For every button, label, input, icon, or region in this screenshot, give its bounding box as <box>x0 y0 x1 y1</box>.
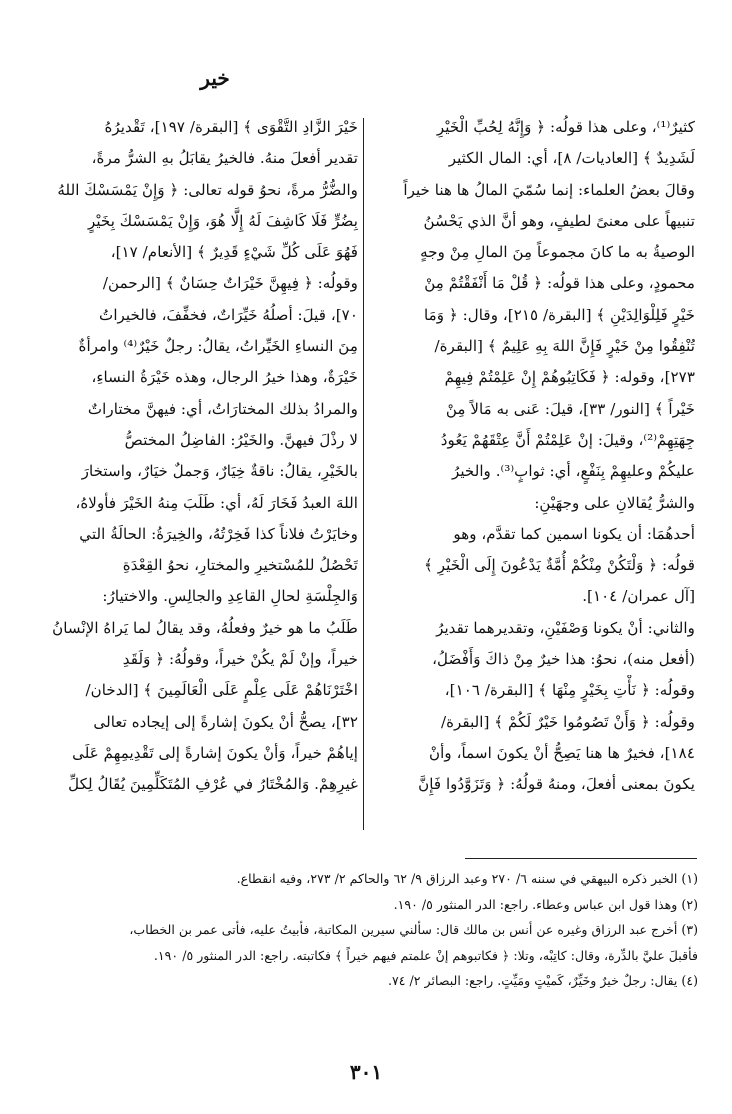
text-line: وقالَ بعضُ العلماء: إنما سُمّيَ المالُ ها هنا خيراً <box>403 180 695 199</box>
text-line: وقولُه: ﴿ فِيهِنَّ خَيْرَاتٌ حِسَانٌ ﴾ [الرحمن/ <box>102 274 358 293</box>
text-line: يكونَ بمعنى أفعلَ، ومنهُ قولُهُ: ﴿ وَتَزَوَّدُوا فَإِنَّ <box>418 775 695 794</box>
text-line: خَيْرٍ فَلِلْوَالِدَيْنِ ﴾ [البقرة/ ٢١٥]، وقال: ﴿ وَمَا <box>424 305 695 324</box>
text-line: طَلَبُ ما هو خيرٌ وفعلُهُ، وقد يقالُ لما يَراهُ الإنْسانُ <box>52 618 358 637</box>
page-number: ٣٠١ <box>349 1060 383 1084</box>
text-line: خَيْرَةٌ، وهذا خيرُ الرجال، وهذه خَيْرَةُ النساءِ، <box>91 368 358 387</box>
text-line: ١٨٤]، فخيرٌ ها هنا يَصِحُّ أنْ يكونَ اسماً، وأنْ <box>429 743 695 762</box>
text-line: أحدهُمَا: أن يكونا اسمين كما تقدَّم، وهو <box>453 524 695 543</box>
text-line: مِنَ النساءِ الخَيِّراتُ، يقالُ: رجلٌ خَيْرٌ⁽⁴⁾ وامرأةٌ <box>78 337 358 356</box>
text-line: (أفعل منه)، نحوُ: هذا خيرٌ مِنْ ذاكَ وَأَفْضَلُ، <box>432 650 695 669</box>
text-line: ٣٢]، يصحُّ أنْ يكونَ إشارةً إلى إيجاده تعالى <box>93 712 358 731</box>
text-line: وَالجِلْسَةِ لحالِ القاعِدِ والجالِسِ. والاختيارُ: <box>102 587 358 606</box>
text-line: ٧٠]، قيلَ: أصلُهُ خَيِّرَاتٌ، فخفِّفَ، فالخيراتُ <box>99 305 358 324</box>
text-line: [آل عمران/ ١٠٤]. <box>582 587 695 606</box>
text-line: اخْتَرْنَاهُمْ عَلَى عِلْمٍ عَلَى الْعَالَمِينَ ﴾ [الدخان/ <box>85 681 358 700</box>
footnote: (١) الخبر ذكره البيهقي في سننه ٦/ ٢٧٠ وعبد الرزاق ٩/ ٦٢ والحاكم ٢/ ٢٧٣، وفيه انقطاع. <box>236 871 698 886</box>
text-line: والمرادُ بذلك المختارَاتُ، أي: فيهنَّ مختاراتٌ <box>87 399 358 418</box>
right-text-column <box>385 112 695 842</box>
text-line: تنبيهاً على معنىً لطيفٍ، وهو أنَّ الذي يَحْسُنُ <box>423 211 695 230</box>
text-line: خيراً، وإنْ لَمْ يكُنْ خيراً، وقولُهُ: ﴿ وَلَقَدِ <box>122 650 358 669</box>
footnote: (٣) أخرج عبد الرزاق وغيره عن أنس بن مالك قال: سألني سيرين المكاتبة، فأبيتُ عليه، فأتى عمر بن الخطاب، <box>129 922 698 937</box>
text-line: خَيْرَ الزَّادِ التَّقْوَى ﴾ [البقرة/ ١٩٧]، تَقْديرُهُ <box>104 118 358 136</box>
text-line: بالخَيْرِ، يقالُ: ناقةٌ خِيَارٌ، وَجملٌ خيَارٌ، واستخارَ <box>81 462 358 481</box>
footnotes <box>30 866 698 994</box>
left-text-column <box>48 112 358 842</box>
text-line: تُنْفِقُوا مِنْ خَيْرٍ فَإِنَّ اللهَ بِهِ عَلِيمٌ ﴾ [البقرة/ <box>434 337 695 356</box>
text-line: تقدير أفعلَ منهُ. فالخيرُ يقابَلُ بهِ الشرُّ مرةً، <box>91 149 358 168</box>
footnote-continuation: فأقبلَ عليَّ بالدِّرة، وقال: كاتِبْه، وتلا: ﴿ فكاتبوهم إنْ علمتم فيهم خيراً ﴾ فكاتبته. راجع: الدر المنثور ٥/ ١٩٠. <box>153 947 698 963</box>
text-line: بِضُرٍّ فَلَا كَاشِفَ لَهُ إِلَّا هُوَ، وَإِنْ يَمْسَسْكَ بِخَيْرٍ <box>87 211 358 230</box>
text-line: محمودٍ، وعلى هذا قولُه: ﴿ قُلْ مَا أَنْفَقْتُمْ مِنْ <box>424 274 695 293</box>
text-line: والشرُّ يُقالانِ على وجهَيْنِ: <box>534 493 695 512</box>
text-line: والثاني: أنْ يكونا وَصْفَيْنِ، وتقديرهما تقديرُ <box>436 618 695 637</box>
footnote: (٤) يقال: رجلٌ خيرٌ وخَيِّرٌ، كَميْتٍ ومَيِّتٍ. راجع: البصائر ٢/ ٧٤. <box>387 973 698 988</box>
footnote-separator <box>465 858 697 859</box>
text-line: تَحْصُلُ للمُسْتخيرِ والمختارِ، نحوُ القِعْدَةِ <box>122 556 358 575</box>
text-line: ٢٧٣]، وقوله: ﴿ فَكَاتِبُوهُمْ إِنْ عَلِمْتُمْ فِيهِمْ <box>444 368 695 387</box>
text-line: وقولُه: ﴿ وَأَنْ تَصُومُوا خَيْرٌ لَكُمْ ﴾ [البقرة/ <box>440 712 695 731</box>
text-line: عليكُمْ وعليهِمْ بِنَفْعٍ، أي: ثوابٍ⁽³⁾. والخيرُ <box>451 462 695 481</box>
running-header: خير <box>200 66 230 90</box>
text-line: اللهَ العبدُ فَخَارَ لَهُ، أي: طَلَبَ مِنهُ الخَيْرَ فأولاهُ، <box>75 493 358 512</box>
text-line: كثيرٌ⁽¹⁾، وعلى هذا قولُه: ﴿ وَإِنَّهُ لِحُبِّ الْخَيْرِ <box>436 118 695 136</box>
text-line: فَهُوَ عَلَى كُلِّ شَيْءٍ قَدِيرٌ ﴾ [الأنعام/ ١٧]، <box>110 243 358 262</box>
text-line: لَشَدِيدٌ ﴾ [العاديات/ ٨]، أي: المال الكثير <box>448 149 695 168</box>
text-line: لا رذْلَ فيهنَّ. والخَيْرُ: الفاضِلُ المختصُّ <box>124 430 358 449</box>
text-line: غيرِهِمْ. وَالمُخْتَارُ في عُرْفِ المُتَكَلِّمِينَ يُقَالُ لِكلِّ <box>68 775 358 794</box>
text-line: وخايَرْتُ فلاناً كذا فَخِرْتُهُ، والخِيرَةُ: الحالَةُ التي <box>79 524 358 543</box>
text-line: الوصيةُ به ما كانَ مجموعاً مِنَ المالِ مِنْ وجهٍ <box>420 243 695 262</box>
text-line: قولُه: ﴿ وَلْتَكُنْ مِنْكُمْ أُمَّةٌ يَدْعُونَ إِلَى الْخَيْرِ ﴾ <box>424 556 695 575</box>
column-divider <box>363 118 364 830</box>
footnote: (٢) وهذا قول ابن عباس وعطاء. راجع: الدر المنثور ٥/ ١٩٠. <box>393 896 698 912</box>
text-line: إياهُمْ خيراً، وَأنْ يكونَ إشارةً إلى تَقْدِيمِهِمْ عَلَى <box>72 743 358 762</box>
text-line: خَيْراً ﴾ [النور/ ٣٣]، قيلَ: عَنى به مَالاً مِنْ <box>445 399 695 418</box>
text-line: جِهَتِهِمْ⁽²⁾، وقيلَ: إنْ عَلِمْتُمْ أَنَّ عِتْقَهُمْ يَعُودُ <box>440 430 695 449</box>
text-line: والضُّرُّ مرةً، نحوُ قوله تعالى: ﴿ وَإِنْ يَمْسَسْكَ اللهُ <box>57 180 358 199</box>
text-line: وقولُه: ﴿ نَأْتِ بِخَيْرٍ مِنْهَا ﴾ [البقرة/ ١٠٦]، <box>444 681 695 700</box>
